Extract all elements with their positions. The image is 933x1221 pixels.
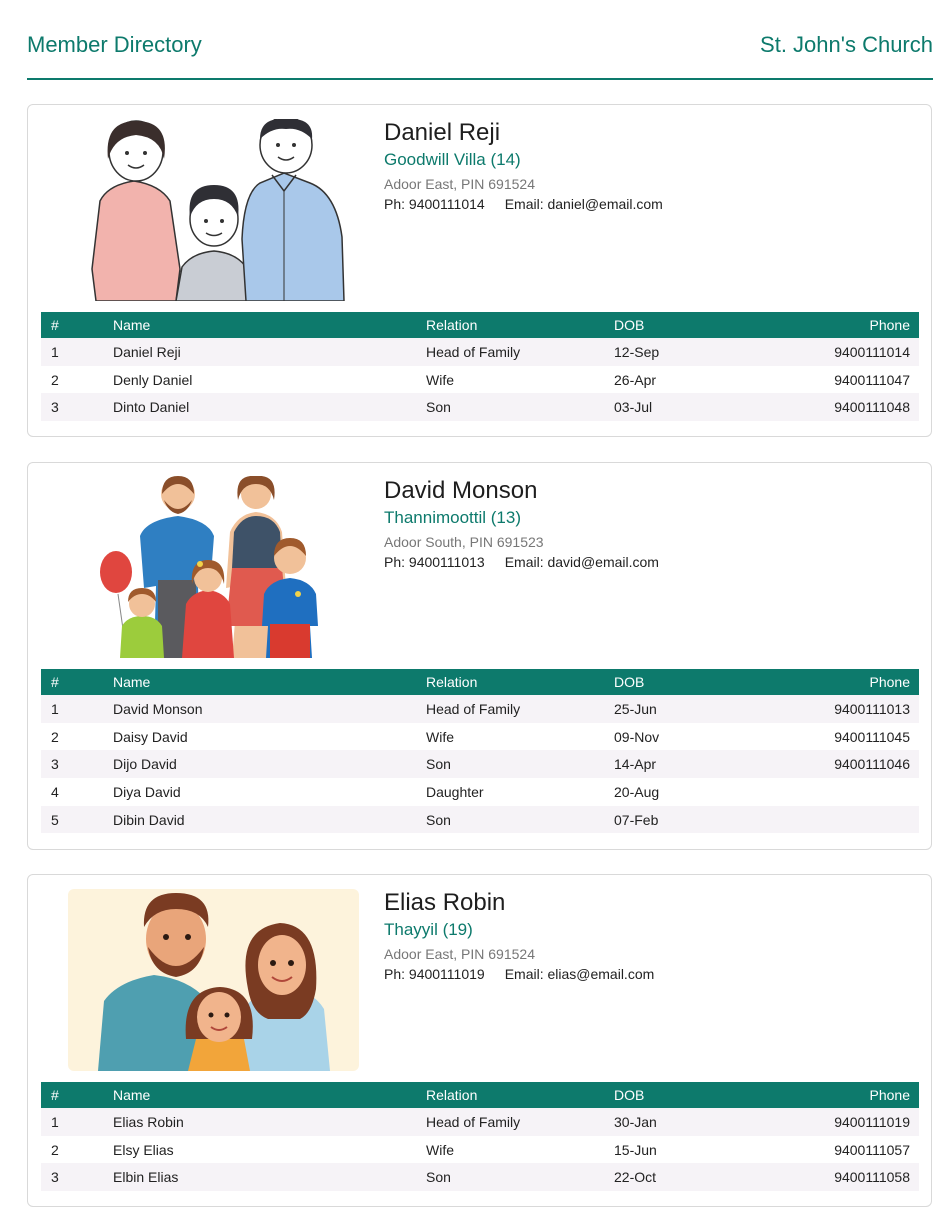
cell-phone: 9400111019 — [754, 1108, 919, 1136]
cell-relation: Head of Family — [416, 338, 604, 366]
col-header-name: Name — [103, 312, 416, 338]
cell-relation: Son — [416, 806, 604, 834]
family-contact — [384, 195, 663, 213]
table-row — [41, 778, 919, 806]
col-header-phone: Phone — [754, 669, 919, 695]
col-header-num: # — [41, 312, 103, 338]
col-header-num: # — [41, 669, 103, 695]
cell-relation: Daughter — [426, 783, 484, 800]
cell-dob: 14-Apr — [604, 750, 754, 778]
cell-name: Daisy David — [113, 728, 188, 745]
table-row — [41, 695, 919, 723]
cell-name: David Monson — [103, 695, 416, 723]
family-card — [27, 462, 932, 850]
cell-num: 3 — [41, 750, 103, 778]
cell-dob: 30-Jan — [604, 1108, 754, 1136]
table-header-row — [41, 669, 919, 695]
cell-dob: 12-Sep — [604, 338, 754, 366]
cell-phone: 9400111047 — [834, 371, 910, 388]
cell-num: 3 — [41, 1163, 103, 1191]
cell-phone: 9400111045 — [834, 728, 910, 745]
members-table — [41, 1082, 919, 1191]
table-row — [41, 723, 919, 751]
cell-phone: 9400111057 — [834, 1141, 910, 1158]
family-photo — [98, 476, 323, 658]
col-header-num: # — [41, 1082, 103, 1108]
table-row — [41, 1108, 919, 1136]
members-table — [41, 312, 919, 421]
cell-relation: Head of Family — [416, 695, 604, 723]
col-header-relation: Relation — [416, 1082, 604, 1108]
cell-num: 2 — [51, 1141, 59, 1158]
cell-relation: Wife — [426, 371, 454, 388]
col-header-dob: DOB — [604, 1082, 754, 1108]
family-info — [384, 887, 654, 983]
cell-num: 4 — [51, 783, 59, 800]
col-header-relation: Relation — [416, 312, 604, 338]
cell-name: Elias Robin — [103, 1108, 416, 1136]
cell-num: 1 — [41, 695, 103, 723]
family-email[interactable]: Email: daniel@email.com — [504, 196, 663, 212]
table-row — [41, 806, 919, 834]
col-header-dob: DOB — [604, 669, 754, 695]
cell-dob: 03-Jul — [604, 393, 754, 421]
table-row — [41, 338, 919, 366]
family-address: Adoor South, PIN 691523 — [384, 534, 544, 550]
cell-relation: Son — [416, 750, 604, 778]
cell-phone — [754, 806, 919, 834]
cell-name: Denly Daniel — [113, 371, 193, 388]
table-row — [41, 393, 919, 421]
cell-dob: 09-Nov — [614, 728, 660, 745]
members-table — [41, 669, 919, 833]
cell-name: Elbin Elias — [103, 1163, 416, 1191]
cell-dob: 22-Oct — [604, 1163, 754, 1191]
family-head-name: Daniel Reji — [384, 119, 501, 146]
cell-dob: 07-Feb — [604, 806, 754, 834]
family-address: Adoor East, PIN 691524 — [384, 176, 535, 192]
family-contact — [384, 553, 659, 571]
table-row — [41, 1136, 919, 1164]
house-name: Goodwill Villa (14) — [384, 150, 521, 169]
cell-num: 3 — [41, 393, 103, 421]
page-header — [27, 28, 933, 80]
cell-relation: Son — [416, 393, 604, 421]
cell-phone: 9400111013 — [754, 695, 919, 723]
col-header-name: Name — [103, 669, 416, 695]
cell-phone: 9400111014 — [754, 338, 919, 366]
cell-dob: 20-Aug — [614, 783, 660, 800]
cell-name: Dinto Daniel — [103, 393, 416, 421]
family-info — [384, 117, 663, 213]
table-row — [41, 366, 919, 394]
family-email[interactable]: Email: david@email.com — [504, 554, 659, 570]
cell-num: 5 — [41, 806, 103, 834]
col-header-dob: DOB — [604, 312, 754, 338]
cell-num: 2 — [51, 728, 59, 745]
cell-relation: Wife — [426, 728, 454, 745]
col-header-phone: Phone — [754, 1082, 919, 1108]
cell-phone: 9400111048 — [754, 393, 919, 421]
cell-num: 2 — [51, 371, 59, 388]
col-header-phone: Phone — [754, 312, 919, 338]
house-name: Thannimoottil (13) — [384, 508, 522, 527]
table-row — [41, 750, 919, 778]
col-header-relation: Relation — [416, 669, 604, 695]
table-header-row — [41, 1082, 919, 1108]
cell-relation: Wife — [426, 1141, 454, 1158]
family-photo — [68, 889, 359, 1071]
family-head-name: Elias Robin — [384, 889, 506, 916]
cell-relation: Son — [416, 1163, 604, 1191]
family-head-name: David Monson — [384, 477, 538, 504]
cell-name: Dijo David — [103, 750, 416, 778]
family-email[interactable]: Email: elias@email.com — [504, 966, 655, 982]
family-card — [27, 874, 932, 1207]
cell-phone: 9400111046 — [754, 750, 919, 778]
family-phone: Ph: 9400111014 — [384, 196, 485, 212]
page-title: Member Directory — [27, 32, 202, 57]
family-phone: Ph: 9400111013 — [384, 554, 485, 570]
family-info — [384, 475, 659, 571]
cell-name: Dibin David — [103, 806, 416, 834]
family-photo — [88, 119, 348, 301]
cell-name: Elsy Elias — [113, 1141, 174, 1158]
cell-phone: 9400111058 — [754, 1163, 919, 1191]
family-address: Adoor East, PIN 691524 — [384, 946, 535, 962]
family-card — [27, 104, 932, 437]
table-header-row — [41, 312, 919, 338]
table-row — [41, 1163, 919, 1191]
cell-num: 1 — [41, 1108, 103, 1136]
cell-num: 1 — [41, 338, 103, 366]
cell-name: Daniel Reji — [103, 338, 416, 366]
family-contact — [384, 965, 654, 983]
cell-dob: 15-Jun — [614, 1141, 657, 1158]
cell-relation: Head of Family — [416, 1108, 604, 1136]
house-name: Thayyil (19) — [384, 920, 473, 939]
cell-phone — [754, 778, 919, 806]
cell-dob: 25-Jun — [604, 695, 754, 723]
cell-name: Diya David — [113, 783, 181, 800]
cell-dob: 26-Apr — [614, 371, 657, 388]
church-name: St. John's Church — [760, 32, 933, 57]
col-header-name: Name — [103, 1082, 416, 1108]
family-phone: Ph: 9400111019 — [384, 966, 485, 982]
